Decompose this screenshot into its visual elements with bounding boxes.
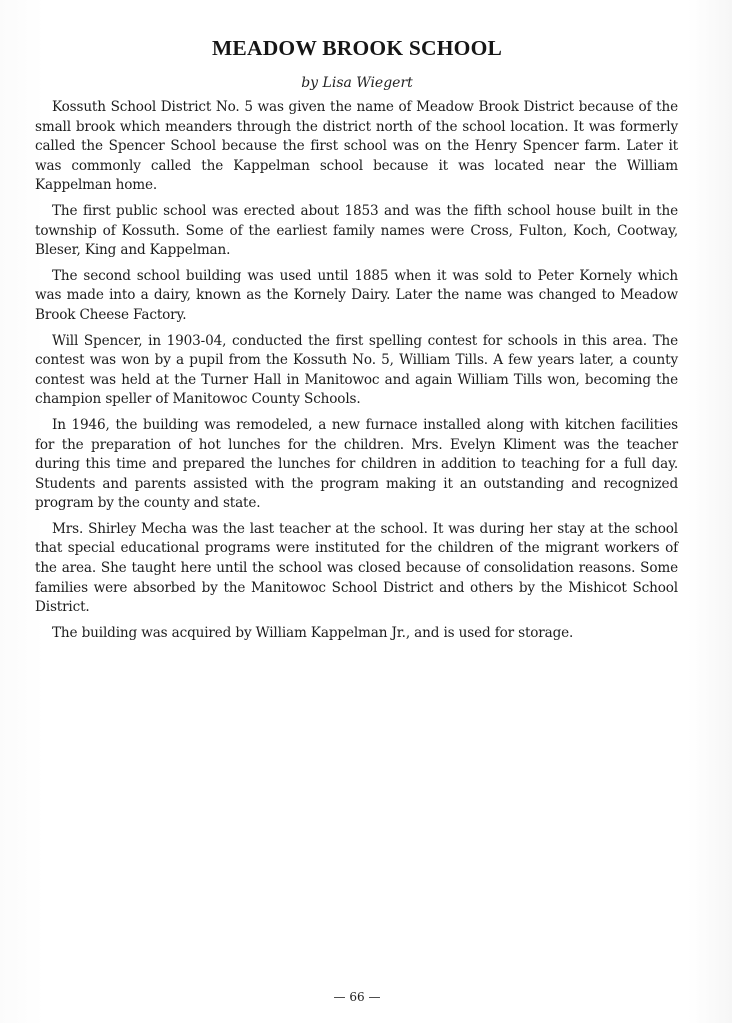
page-number: — 66 — bbox=[333, 990, 381, 1004]
paragraph-second-building: The second school building was used until 1885 when it was sold to Peter Kornely which was made into a dairy, known as the Kornely Dairy. Later the name was changed to Meadow Brook Cheese Factory. bbox=[35, 267, 678, 323]
author-byline: by Lisa Wiegert bbox=[301, 75, 413, 91]
paragraph-district-name: Kossuth School District No. 5 was given the name of Meadow Brook District because of the small brook which meanders through the district north of the school location. It was formerly called the Spencer School because the first school was on the Henry Spencer farm. Later it was commonly called the Kappelman school because it was located near the William Kappelman home. bbox=[35, 99, 678, 194]
paragraph-first-school: The first public school was erected about 1853 and was the fifth school house built in the township of Kossuth. Some of the earliest family names were Cross, Fulton, Koch, Cootway, Bleser, King and Kappelman. bbox=[35, 202, 678, 259]
page-title: MEADOW BROOK SCHOOL bbox=[211, 36, 503, 60]
paragraph-building-acquired: The building was acquired by William Kappelman Jr., and is used for storage. bbox=[52, 624, 574, 641]
paragraph-last-teacher: Mrs. Shirley Mecha was the last teacher at the school. It was during her stay at the school that special educational programs were instituted for the children of the migrant workers of the area. She taught here until the school was closed because of consolidation reasons. Some families were absorbed by the Manitowoc School District and others by the Mishicot School District. bbox=[35, 520, 678, 616]
paragraph-remodel-1946: In 1946, the building was remodeled, a new furnace installed along with kitchen facilities for the preparation of hot lunches for the children. Mrs. Evelyn Kliment was the teacher during this time and prepared the lunches for children in addition to teaching for a full day. Students and parents assisted with the program making it an outstanding and recognized program by the county and state. bbox=[35, 416, 678, 512]
paragraph-spelling-contest: Will Spencer, in 1903-04, conducted the first spelling contest for schools in this area. The contest was won by a pupil from the Kossuth No. 5, William Tills. A few years later, a county contest was held at the Turner Hall in Manitowoc and again William Tills won, becoming the champion speller of Manitowoc County Schools. bbox=[35, 332, 678, 408]
article-body bbox=[35, 98, 678, 649]
